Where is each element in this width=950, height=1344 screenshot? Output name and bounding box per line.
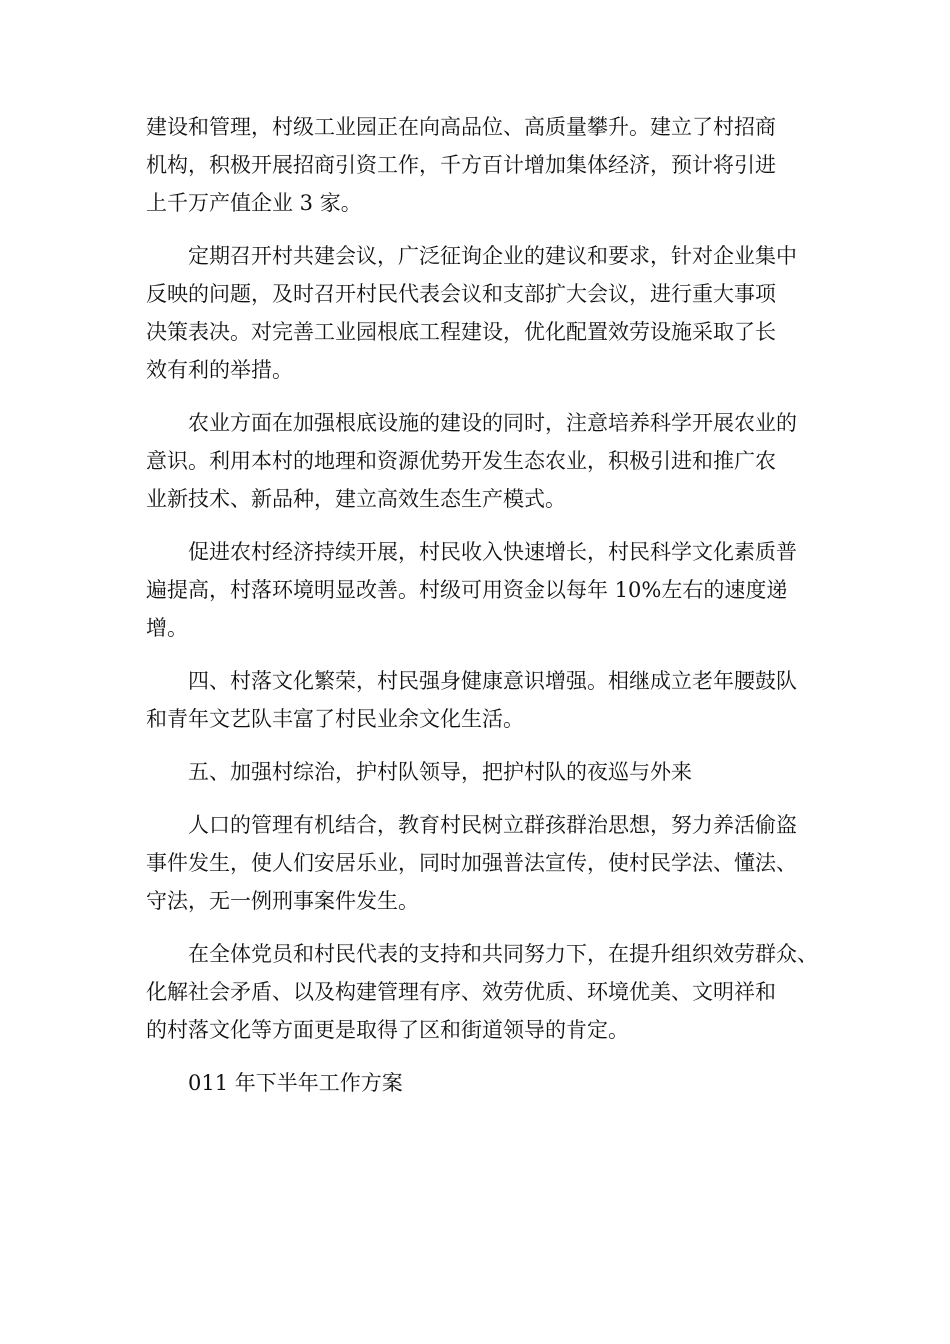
text-line: 011 年下半年工作方案 xyxy=(146,1071,403,1095)
text-line: 建设和管理，村级工业园正在向高品位、高质量攀升。建立了村招商 xyxy=(146,115,776,139)
text-line: 守法，无一例刑事案件发生。 xyxy=(146,889,419,913)
text-line: 的村落文化等方面更是取得了区和街道领导的肯定。 xyxy=(146,1018,629,1042)
document-body xyxy=(146,108,816,1117)
text-line: 机构，积极开展招商引资工作，千方百计增加集体经济，预计将引进 xyxy=(146,153,776,177)
text-line: 人口的管理有机结合，教育村民树立群孩群治思想，努力养活偷盗 xyxy=(146,813,797,837)
paragraph xyxy=(146,1064,816,1102)
paragraph xyxy=(146,404,816,518)
text-line: 定期召开村共建会议，广泛征询企业的建议和要求，针对企业集中 xyxy=(146,244,797,268)
text-line: 农业方面在加强根底设施的建设的同时，注意培养科学开展农业的 xyxy=(146,411,797,435)
text-line: 业新技术、新品种，建立高效生态生产模式。 xyxy=(146,487,566,511)
text-line: 和青年文艺队丰富了村民业余文化生活。 xyxy=(146,707,524,731)
paragraph xyxy=(146,533,816,647)
text-line: 化解社会矛盾、以及构建管理有序、效劳优质、环境优美、文明祥和 xyxy=(146,980,776,1004)
text-line: 决策表决。对完善工业园根底工程建设，优化配置效劳设施采取了长 xyxy=(146,320,776,344)
paragraph xyxy=(146,806,816,920)
text-line: 反映的问题，及时召开村民代表会议和支部扩大会议，进行重大事项 xyxy=(146,282,776,306)
text-line: 上千万产值企业 3 家。 xyxy=(146,191,362,215)
text-line: 在全体党员和村民代表的支持和共同努力下，在提升组织效劳群众、 xyxy=(146,942,818,966)
text-line: 五、加强村综治，护村队领导，把护村队的夜巡与外来 xyxy=(146,760,692,784)
text-line: 促进农村经济持续开展，村民收入快速增长，村民科学文化素质普 xyxy=(146,540,797,564)
text-line: 遍提高，村落环境明显改善。村级可用资金以每年 10%左右的速度递 xyxy=(146,578,788,602)
text-line: 事件发生，使人们安居乐业，同时加强普法宣传，使村民学法、懂法、 xyxy=(146,851,797,875)
text-line: 效有利的举措。 xyxy=(146,358,293,382)
paragraph xyxy=(146,662,816,738)
paragraph xyxy=(146,753,816,791)
text-line: 四、村落文化繁荣，村民强身健康意识增强。相继成立老年腰鼓队 xyxy=(146,669,797,693)
text-line: 意识。利用本村的地理和资源优势开发生态农业，积极引进和推广农 xyxy=(146,449,776,473)
text-line: 增。 xyxy=(146,616,188,640)
paragraph xyxy=(146,935,816,1049)
paragraph xyxy=(146,237,816,389)
paragraph xyxy=(146,108,816,222)
